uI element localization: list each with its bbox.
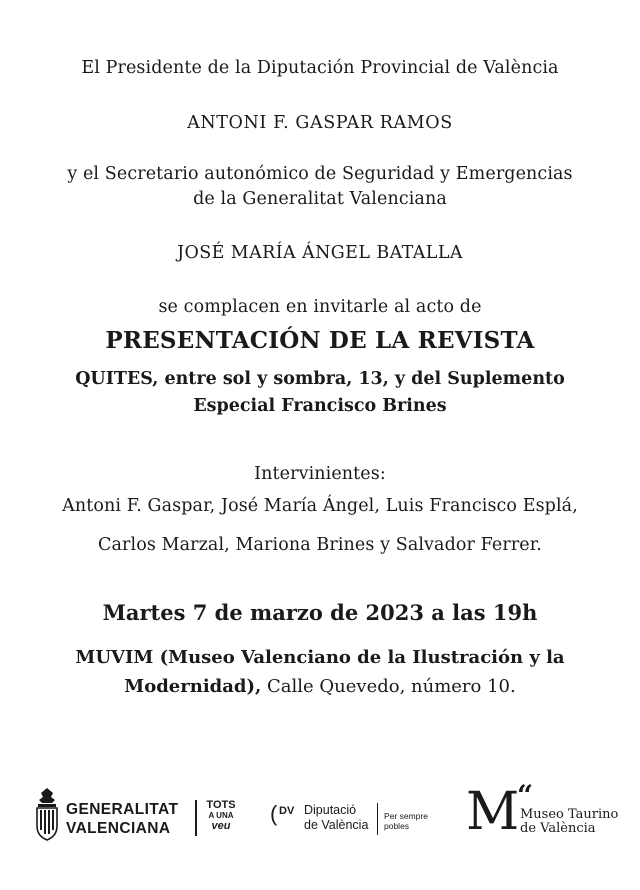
generalitat-line2: VALENCIANA (66, 820, 171, 837)
diputacio-logo-text (304, 803, 368, 833)
tots-a-una-veu-logo (201, 800, 241, 832)
museo-line1: Museo Taurino (520, 807, 619, 822)
diputacio-line2: de València (304, 818, 369, 832)
generalitat-shield-icon (32, 786, 62, 842)
event-subtitle-b: Especial Francisco Brines (193, 396, 447, 416)
tots-line3: veu (211, 820, 231, 832)
tots-line1: TOTS (206, 799, 236, 811)
opening-line: El Presidente de la Diputación Provincial de València (81, 58, 559, 78)
dv-letters: DV (279, 805, 295, 817)
invite-text: se complacen en invitarle al acto de (158, 297, 482, 317)
venue-line-b (0, 676, 640, 697)
event-date: Martes 7 de marzo de 2023 a las 19h (102, 600, 538, 625)
tots-line2: A UNA (208, 810, 234, 820)
speakers-line-a: Antoni F. Gaspar, José María Ángel, Luis Francisco Esplá, (62, 496, 578, 516)
diputacio-divider (377, 803, 378, 835)
museo-taurino-logo-text (520, 808, 618, 836)
second-host-line-a: y el Secretario autonómico de Seguridad y Emergencias (67, 164, 573, 184)
slogan-line2: pobles (384, 821, 410, 831)
second-host-line-b: de la Generalitat Valenciana (193, 189, 447, 209)
speakers-label: Intervinientes: (254, 464, 386, 484)
museo-line2: de València (520, 821, 596, 836)
diputacio-slogan (384, 811, 428, 831)
venue-address: Calle Quevedo, número 10. (261, 676, 516, 697)
venue-name-end: Modernidad), (124, 676, 262, 697)
logo-divider (195, 800, 197, 836)
museo-taurino-m-mark: M (466, 782, 520, 842)
museo-taurino-quote-mark: “ (517, 779, 534, 812)
event-subtitle-a: QUITES, entre sol y sombra, 13, y del Suplemento (75, 369, 565, 389)
event-title: PRESENTACIÓN DE LA REVISTA (105, 327, 535, 354)
venue-line-a: MUVIM (Museo Valenciano de la Ilustración y la (75, 647, 565, 668)
host-name-1: ANTONI F. GASPAR RAMOS (187, 113, 453, 133)
diputacio-line1: Diputació (304, 803, 357, 817)
host-name-2: JOSÉ MARÍA ÁNGEL BATALLA (177, 243, 463, 263)
generalitat-line1: GENERALITAT (66, 801, 179, 818)
speakers-line-b: Carlos Marzal, Mariona Brines y Salvador Ferrer. (98, 535, 542, 555)
slogan-line1: Per sempre (384, 811, 428, 821)
generalitat-logo-text (66, 800, 178, 838)
